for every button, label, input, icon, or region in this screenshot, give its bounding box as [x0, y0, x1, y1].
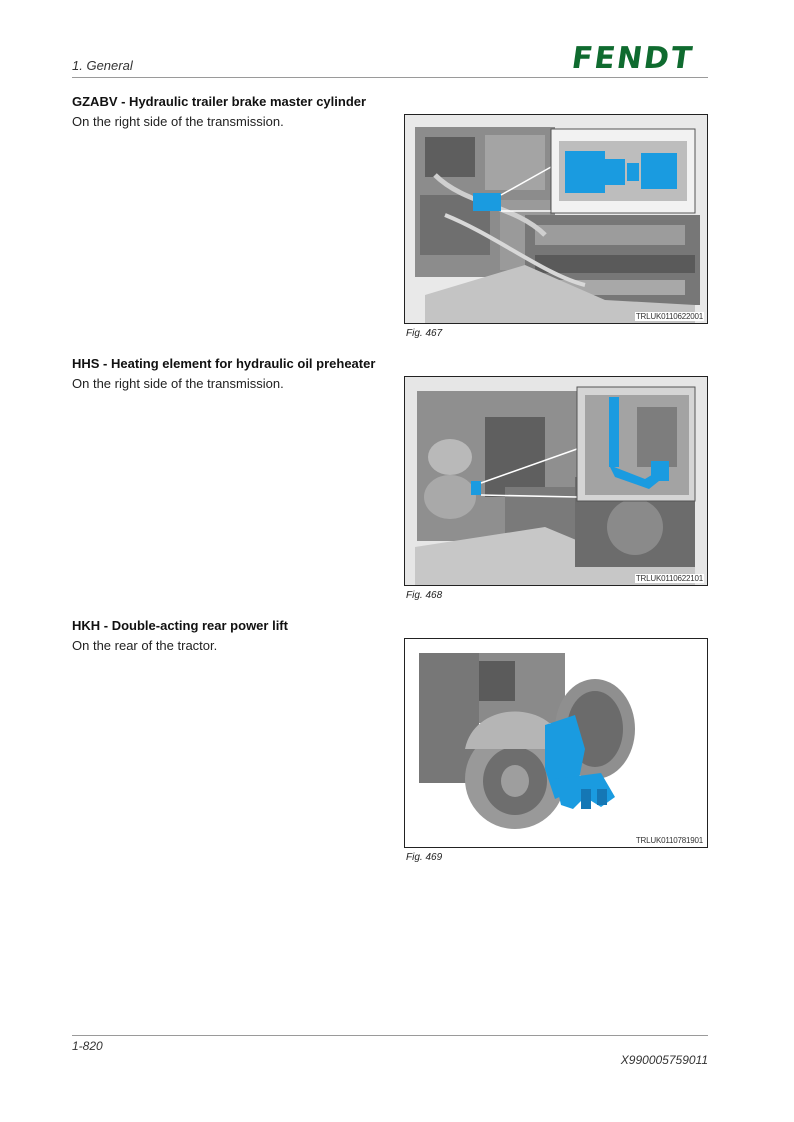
figure-467-code: TRLUK0110622001 — [635, 312, 703, 321]
section-text-hhs: On the right side of the transmission. — [72, 376, 284, 391]
section-title-hhs: HHS - Heating element for hydraulic oil preheater — [72, 356, 376, 371]
section-text-hkh: On the rear of the tractor. — [72, 638, 218, 653]
section-title-hkh: HKH - Double-acting rear power lift — [72, 618, 288, 633]
figure-468-caption: Fig. 468 — [406, 590, 443, 601]
figure-467-image — [404, 114, 708, 324]
svg-text:FENDT: FENDT — [569, 42, 696, 72]
figure-469-image — [404, 638, 708, 848]
figure-468-image — [404, 376, 708, 586]
figure-468-code: TRLUK0110622101 — [635, 574, 703, 583]
figure-469-code: TRLUK0110781901 — [635, 836, 703, 845]
section-title-gzabv: GZABV - Hydraulic trailer brake master cylinder — [72, 94, 367, 109]
page-number: 1-820 — [72, 1039, 103, 1053]
figure-467-caption: Fig. 467 — [406, 328, 443, 339]
header-divider — [72, 77, 708, 78]
footer-divider — [72, 1035, 708, 1036]
fendt-logo — [562, 42, 708, 72]
section-text-gzabv: On the right side of the transmission. — [72, 114, 284, 129]
figure-469-caption: Fig. 469 — [406, 852, 443, 863]
document-number: X990005759011 — [620, 1053, 708, 1067]
page-section-title: 1. General — [72, 58, 133, 73]
